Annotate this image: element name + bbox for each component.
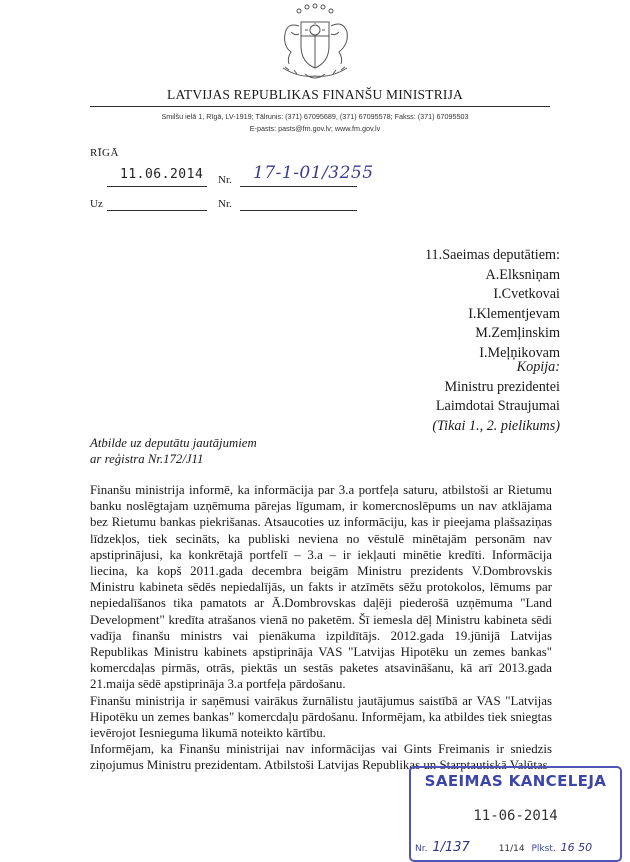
body-paragraph: Informējam, ka Finanšu ministrijai nav informācijas vai Gints Freimanis ir sniedzis ziņojumus Ministru prezidentam. Atbilstoši Latvijas Republikas un Starptautiskā Valūtas [90,742,552,773]
addressee-name: I.Klementjevam [468,305,560,322]
registration-number: 17-1-01/3255 [253,163,374,183]
uz-label: Uz [90,198,103,210]
nr2-line [240,210,357,211]
date-line [107,186,207,187]
subject-line-1: Atbilde uz deputātu jautājumiem [90,436,257,450]
contact-line-2: E-pasts: pasts@fm.gov.lv; www.fm.gov.lv [249,124,381,133]
copy-recipient-name: Laimdotai Straujumai [435,398,560,414]
addressee-heading: 11.Saeimas deputātiem: [424,247,560,263]
subject [90,435,257,467]
copy-note: (Tikai 1., 2. pielikums) [432,417,560,434]
addressee-name: I.Cvetkovai [493,286,560,302]
stamp-footer [415,840,614,855]
stamp-time: 16 50 [560,841,593,854]
addressee-name: M.Zemļinskim [475,325,560,341]
letterhead-rule [90,106,550,107]
city: RĪGĀ [90,147,119,159]
body-paragraph: Finanšu ministrija informē, ka informācija par 3.a portfeļa saturu, atbilstoši ar Rietumu banku noslēgtajam uzņēmuma pārejas līgumam, ir komercnoslēpums un nav atklājama bez Rietumu bankas piekrišanas. Atsaucoties uz informāciju, kas ir pieejama plašsaziņas līdzekļos, tiek secināts, ka publiski neviena no vēstulē minētajām personām nav apstiprinājusi, ka konkrētajā portfelī – 3.a – ir iekļauti minētie kredīti. Informācija liecina, ka kopš 2011.gada decembra beigām Ministru prezidents V.Dombrovskis Ministru kabineta sēdēs nepiedalījās, un fakts ir atzīmēts sēžu protokolos, lēmums par nepiedalīšanos tika pamatots ar Ā.Dombrovskas daļēji piederošā uzņēmuma "Land Development" kredīta atrašanos vienā no paketēm. Šī iemesla dēļ Ministru kabineta sēdi vadīja finanšu ministrs vai pienākuma izpildītājs. 2012.gada 19.jūnijā Latvijas Republikas Ministru kabinets apstiprināja VAS "Latvijas Hipotēku un zemes bankas" komercdaļas pirmās, otrās, piektās un sestās paketes atsavināšanu, kā arī 2013.gada 21.maija sēdē apstiprināja 3.a portfeļa pārdošanu. [90,483,552,692]
stamp-date: 11-06-2014 [473,808,558,824]
uz-line [107,210,207,211]
nr-line [240,186,357,187]
nr-label: Nr. [218,174,232,186]
nr2-label: Nr. [218,198,232,210]
ministry-name: LATVIJAS REPUBLIKAS FINANŠU MINISTRIJA [167,87,463,102]
copy-label: Kopija: [516,359,560,375]
subject-line-2: ar reģistra Nr.172/J11 [90,452,204,466]
copy-block [432,358,560,436]
addressee-name: A.Elksniņam [485,266,560,283]
body-paragraph: Finanšu ministrija ir saņēmusi vairākus žurnālistu jautājumus saistībā ar VAS "Latvijas Hipotēku un zemes bankas" komercdaļu pārdošanu. Informējam, ka atbildes tiek sniegtas ievērojot Iesnieguma likumā noteikto kārtību. [90,693,552,741]
addressee-block [425,246,560,363]
letter-body [90,482,552,774]
stamp-title: SAEIMAS KANCELEJA [424,772,607,790]
saeima-registration-stamp [409,766,622,862]
stamp-plkst-label: Plkst. [531,844,556,854]
letter-date: 11.06.2014 [120,167,204,182]
contact-line-1: Smilšu ielā 1, Rīgā, LV-1919; Tālrunis: (371) 67095689, (371) 67095578; Fakss: (371) 67095503 [161,112,469,121]
stamp-nr-value: 1/137 [432,840,470,855]
latvian-coat-of-arms-icon [265,2,365,84]
copy-recipient-title: Ministru prezidentei [444,378,560,395]
stamp-nr-label: Nr. [415,844,428,854]
stamp-code: 11/14 [498,844,525,854]
addressee-name: I.Meļņikovam [479,344,560,361]
